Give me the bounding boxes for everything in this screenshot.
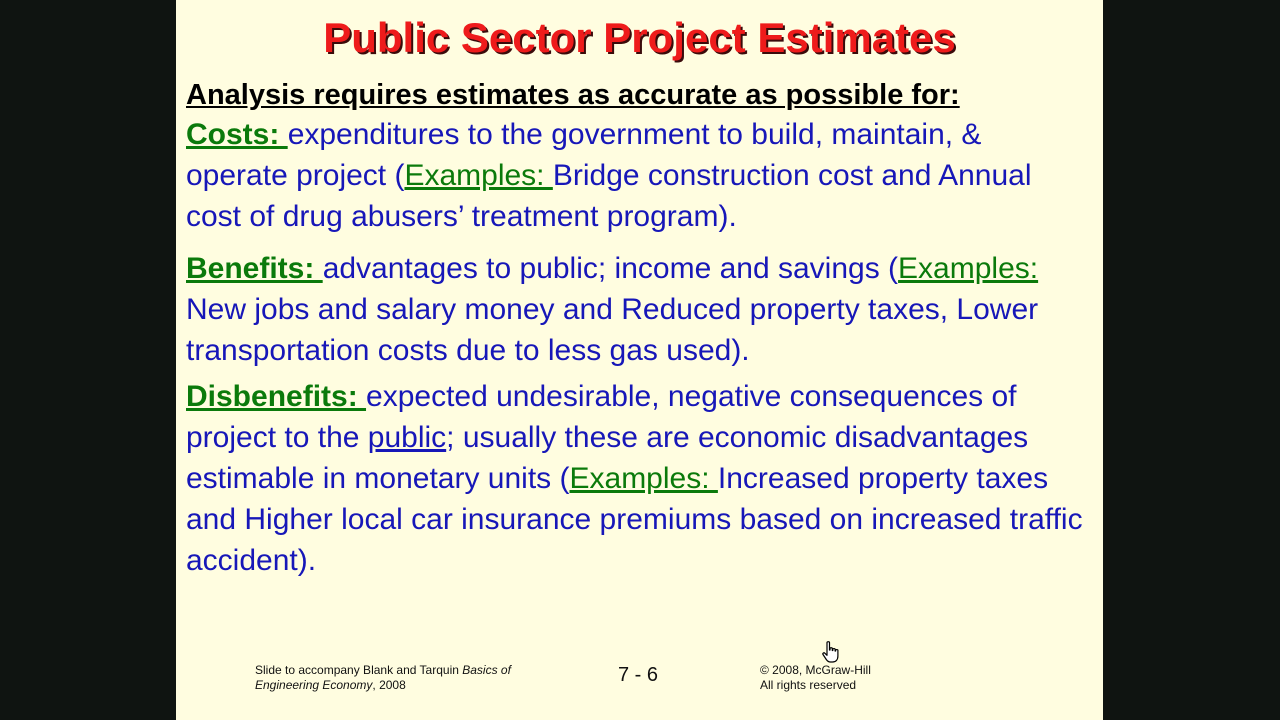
benefits-text-b: New jobs and salary money and Reduced property taxes, Lower transportation costs due to less gas used). [186,293,1039,367]
disbenefits-text-c: Increased property taxes and Higher local car insurance premiums based on increased traffic accident). [186,462,1083,577]
disbenefits-text-a: expected undesirable, negative consequences of project to the [186,380,1017,454]
footer-left-prefix: Slide to accompany Blank and Tarquin [255,663,463,677]
disbenefits-text-b: ; usually these are economic disadvantages estimable in monetary units ( [186,421,1029,495]
disbenefits-term: Disbenefits: [186,380,367,413]
disbenefits-examples-label: Examples: [569,462,718,495]
benefits-text-a: advantages to public; income and savings ( [322,252,899,285]
copyright-line-2: All rights reserved [760,678,857,692]
costs-term: Costs: [186,118,288,151]
slide [176,0,1103,720]
copyright-line-1: © 2008, McGraw-Hill [760,663,871,677]
costs-examples-label: Examples: [404,159,553,192]
benefits-paragraph [186,248,1086,371]
hand-pointer-icon [820,640,842,664]
benefits-examples-label: Examples: [898,252,1039,285]
footer-book-title: Basics of Engineering Economy [255,663,511,692]
public-word: public [367,421,447,454]
slide-body [186,76,1086,581]
costs-text-b: Bridge construction cost and Annual cost of drug abusers’ treatment program). [186,159,1032,233]
disbenefits-paragraph [186,376,1086,581]
costs-text-a: expenditures to the government to build, maintain, & operate project ( [186,118,982,192]
footer-copyright [760,663,920,693]
slide-title: Public Sector Project Estimates [323,14,956,61]
intro-heading: Analysis requires estimates as accurate as possible for: [186,79,960,111]
benefits-term: Benefits: [186,252,323,285]
costs-paragraph [186,114,1086,237]
footer-attribution [255,663,575,693]
footer-left-suffix: , 2008 [372,678,406,692]
page-number: 7 - 6 [617,664,659,686]
